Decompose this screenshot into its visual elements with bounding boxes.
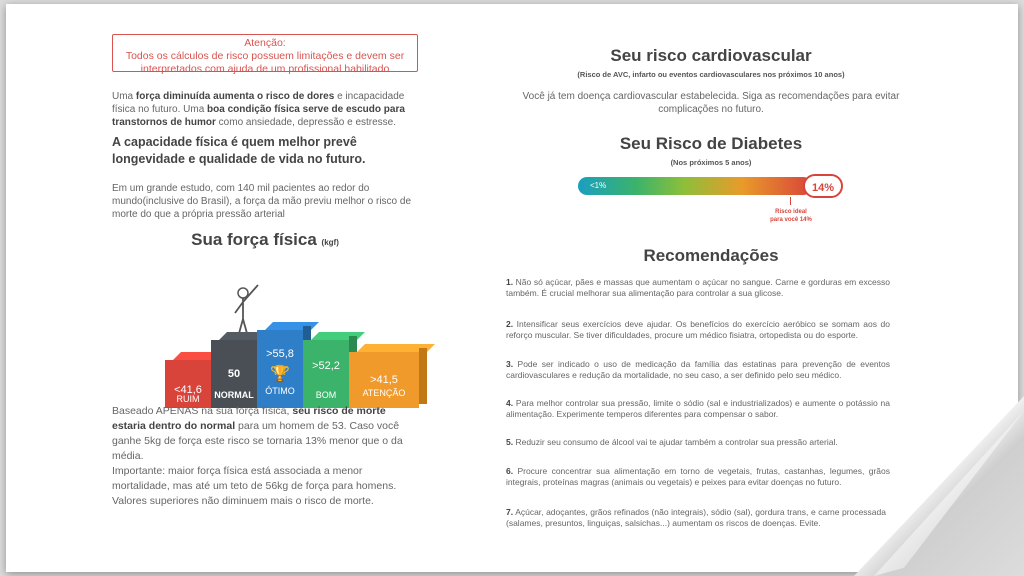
alert-title: Atenção: xyxy=(244,37,286,49)
cv-text: Você já tem doença cardiovascular estabelecida. Siga as recomendações para evitar complicações no futuro. xyxy=(522,91,900,115)
trophy-icon: 🏆 xyxy=(270,366,290,383)
study-paragraph: Em um grande estudo, com 140 mil pacientes ao redor do mundo(inclusive do Brasil), a força da mão previu melhor o risco de morte do que a própria pressão arterial xyxy=(112,183,412,220)
diabetes-subtitle: (Nos próximos 5 anos) xyxy=(670,158,752,167)
recommendation-item xyxy=(506,277,890,299)
result-paragraph xyxy=(112,404,412,464)
podium-block-normal xyxy=(211,340,257,408)
result-text-2: para um homem de 53. Caso você ganhe 5kg de força este risco se tornaria 13% menor que o da média. xyxy=(112,420,403,462)
rec-text: Para melhor controlar sua pressão, limite o sódio (sal e industrializados) e aumente o potássio na alimentação. Experimente temperos diferentes para compensar o sabor. xyxy=(506,398,890,419)
recommendation-item xyxy=(506,398,890,420)
strength-unit: (kgf) xyxy=(321,238,339,247)
ideal-marker xyxy=(790,197,791,205)
podium-label: ÓTIMO xyxy=(265,386,295,396)
intro-text-3: como ansiedade, depressão e estresse. xyxy=(215,117,397,128)
highlight-text: A capacidade física é quem melhor prevê longevidade e qualidade de vida no futuro. xyxy=(112,135,366,166)
rec-text: Açúcar, adoçantes, grãos refinados (não integrais), sódio (sal), gordura trans, e carne processada (salames, presuntos, linguiças, salsichas...) aumentam os riscos de doenças. Evite. xyxy=(506,507,886,528)
diabetes-risk-bar xyxy=(578,177,812,195)
rec-number: 1. xyxy=(506,277,514,287)
rec-text: Reduzir seu consumo de álcool vai te ajudar também a controlar sua pressão arterial. xyxy=(515,437,838,447)
intro-text-2: e incapacidade física no futuro. Uma xyxy=(112,91,405,115)
important-paragraph: Importante: maior força física está associada a menor mortalidade, mas até um teto de 56kg de força para homens. Valores superiores não diminuem mais o risco de morte. xyxy=(112,465,397,507)
podium-label: ATENÇÃO xyxy=(362,388,406,398)
podium-side xyxy=(419,348,427,404)
strength-podium xyxy=(165,280,435,412)
rec-number: 6. xyxy=(506,466,514,476)
rec-number: 4. xyxy=(506,398,514,408)
podium-label: NORMAL xyxy=(214,390,254,400)
podium-value: <41,6 xyxy=(174,384,202,396)
rec-number: 7. xyxy=(506,507,514,517)
recommendation-item xyxy=(506,319,890,341)
intro-text-1: Uma xyxy=(112,91,136,102)
diabetes-low-label: <1% xyxy=(590,181,607,190)
rec-number: 3. xyxy=(506,359,514,369)
recommendation-item xyxy=(506,437,890,448)
podium-block-atencao xyxy=(349,352,419,408)
cv-subtitle: (Risco de AVC, infarto ou eventos cardiovasculares nos próximos 10 anos) xyxy=(577,70,845,79)
diabetes-risk-value: 14% xyxy=(803,174,843,198)
recommendation-item xyxy=(506,507,886,529)
recommendation-item xyxy=(506,359,890,381)
alert-text: Todos os cálculos de risco possuem limitações e devem ser interpretados com ajuda de um profissional habilitado xyxy=(125,50,405,75)
podium-value: >52,2 xyxy=(312,360,340,372)
podium-block-ruim xyxy=(165,360,211,408)
recommendation-item xyxy=(506,466,890,488)
rec-number: 5. xyxy=(506,437,514,447)
ideal-risk-label: Risco ideal para você 14% xyxy=(770,209,812,223)
result-text-1: Baseado APENAS na sua força física, xyxy=(112,405,293,417)
podium-block-bom xyxy=(303,340,349,408)
rec-text: Pode ser indicado o uso de medicação da família das estatinas para prevenção de eventos cardiovasculares e redução da mortalidade, no seu caso, a ser definido pelo seu médico. xyxy=(506,359,890,380)
alert-box xyxy=(112,34,418,75)
rec-number: 2. xyxy=(506,319,514,329)
podium-label: BOM xyxy=(315,390,337,400)
podium-value: >55,8 xyxy=(266,348,294,360)
intro-bold-1: força diminuída aumenta o risco de dores xyxy=(135,91,335,102)
result-bold: seu risco de morte estaria dentro do normal xyxy=(112,405,386,432)
intro-bold-2: boa condição física serve de escudo para transtornos de humor xyxy=(112,104,405,128)
diabetes-title: Seu Risco de Diabetes xyxy=(619,134,803,153)
strength-title-text: Sua força física xyxy=(191,230,317,249)
podium-block-otimo xyxy=(257,330,303,408)
podium-value: >41,5 xyxy=(370,374,398,386)
podium-label: RUIM xyxy=(176,394,200,404)
rec-text: Não só açúcar, pães e massas que aumentam o açúcar no sangue. Carne e gorduras em excesso também. É crucial melhorar sua alimentação para controlar a sua glicose. xyxy=(506,277,890,298)
strength-title xyxy=(112,230,418,250)
cv-title: Seu risco cardiovascular xyxy=(610,46,812,65)
podium-value: 50 xyxy=(227,368,241,380)
intro-paragraph xyxy=(112,90,418,129)
recommendations-title: Recomendações xyxy=(643,246,779,265)
rec-text: Procure concentrar sua alimentação em torno de vegetais, frutas, castanhas, legumes, grãos integrais, proteínas magras (animais ou vegetais) e peixes para evitar doenças no futuro. xyxy=(506,466,890,487)
rec-text: Intensificar seus exercícios deve ajudar. Os benefícios do exercício aeróbico se somam aos do reforço muscular. Se tiver dificuldades, procure um médico fisiatra, ortopedista ou do esporte. xyxy=(506,319,890,340)
